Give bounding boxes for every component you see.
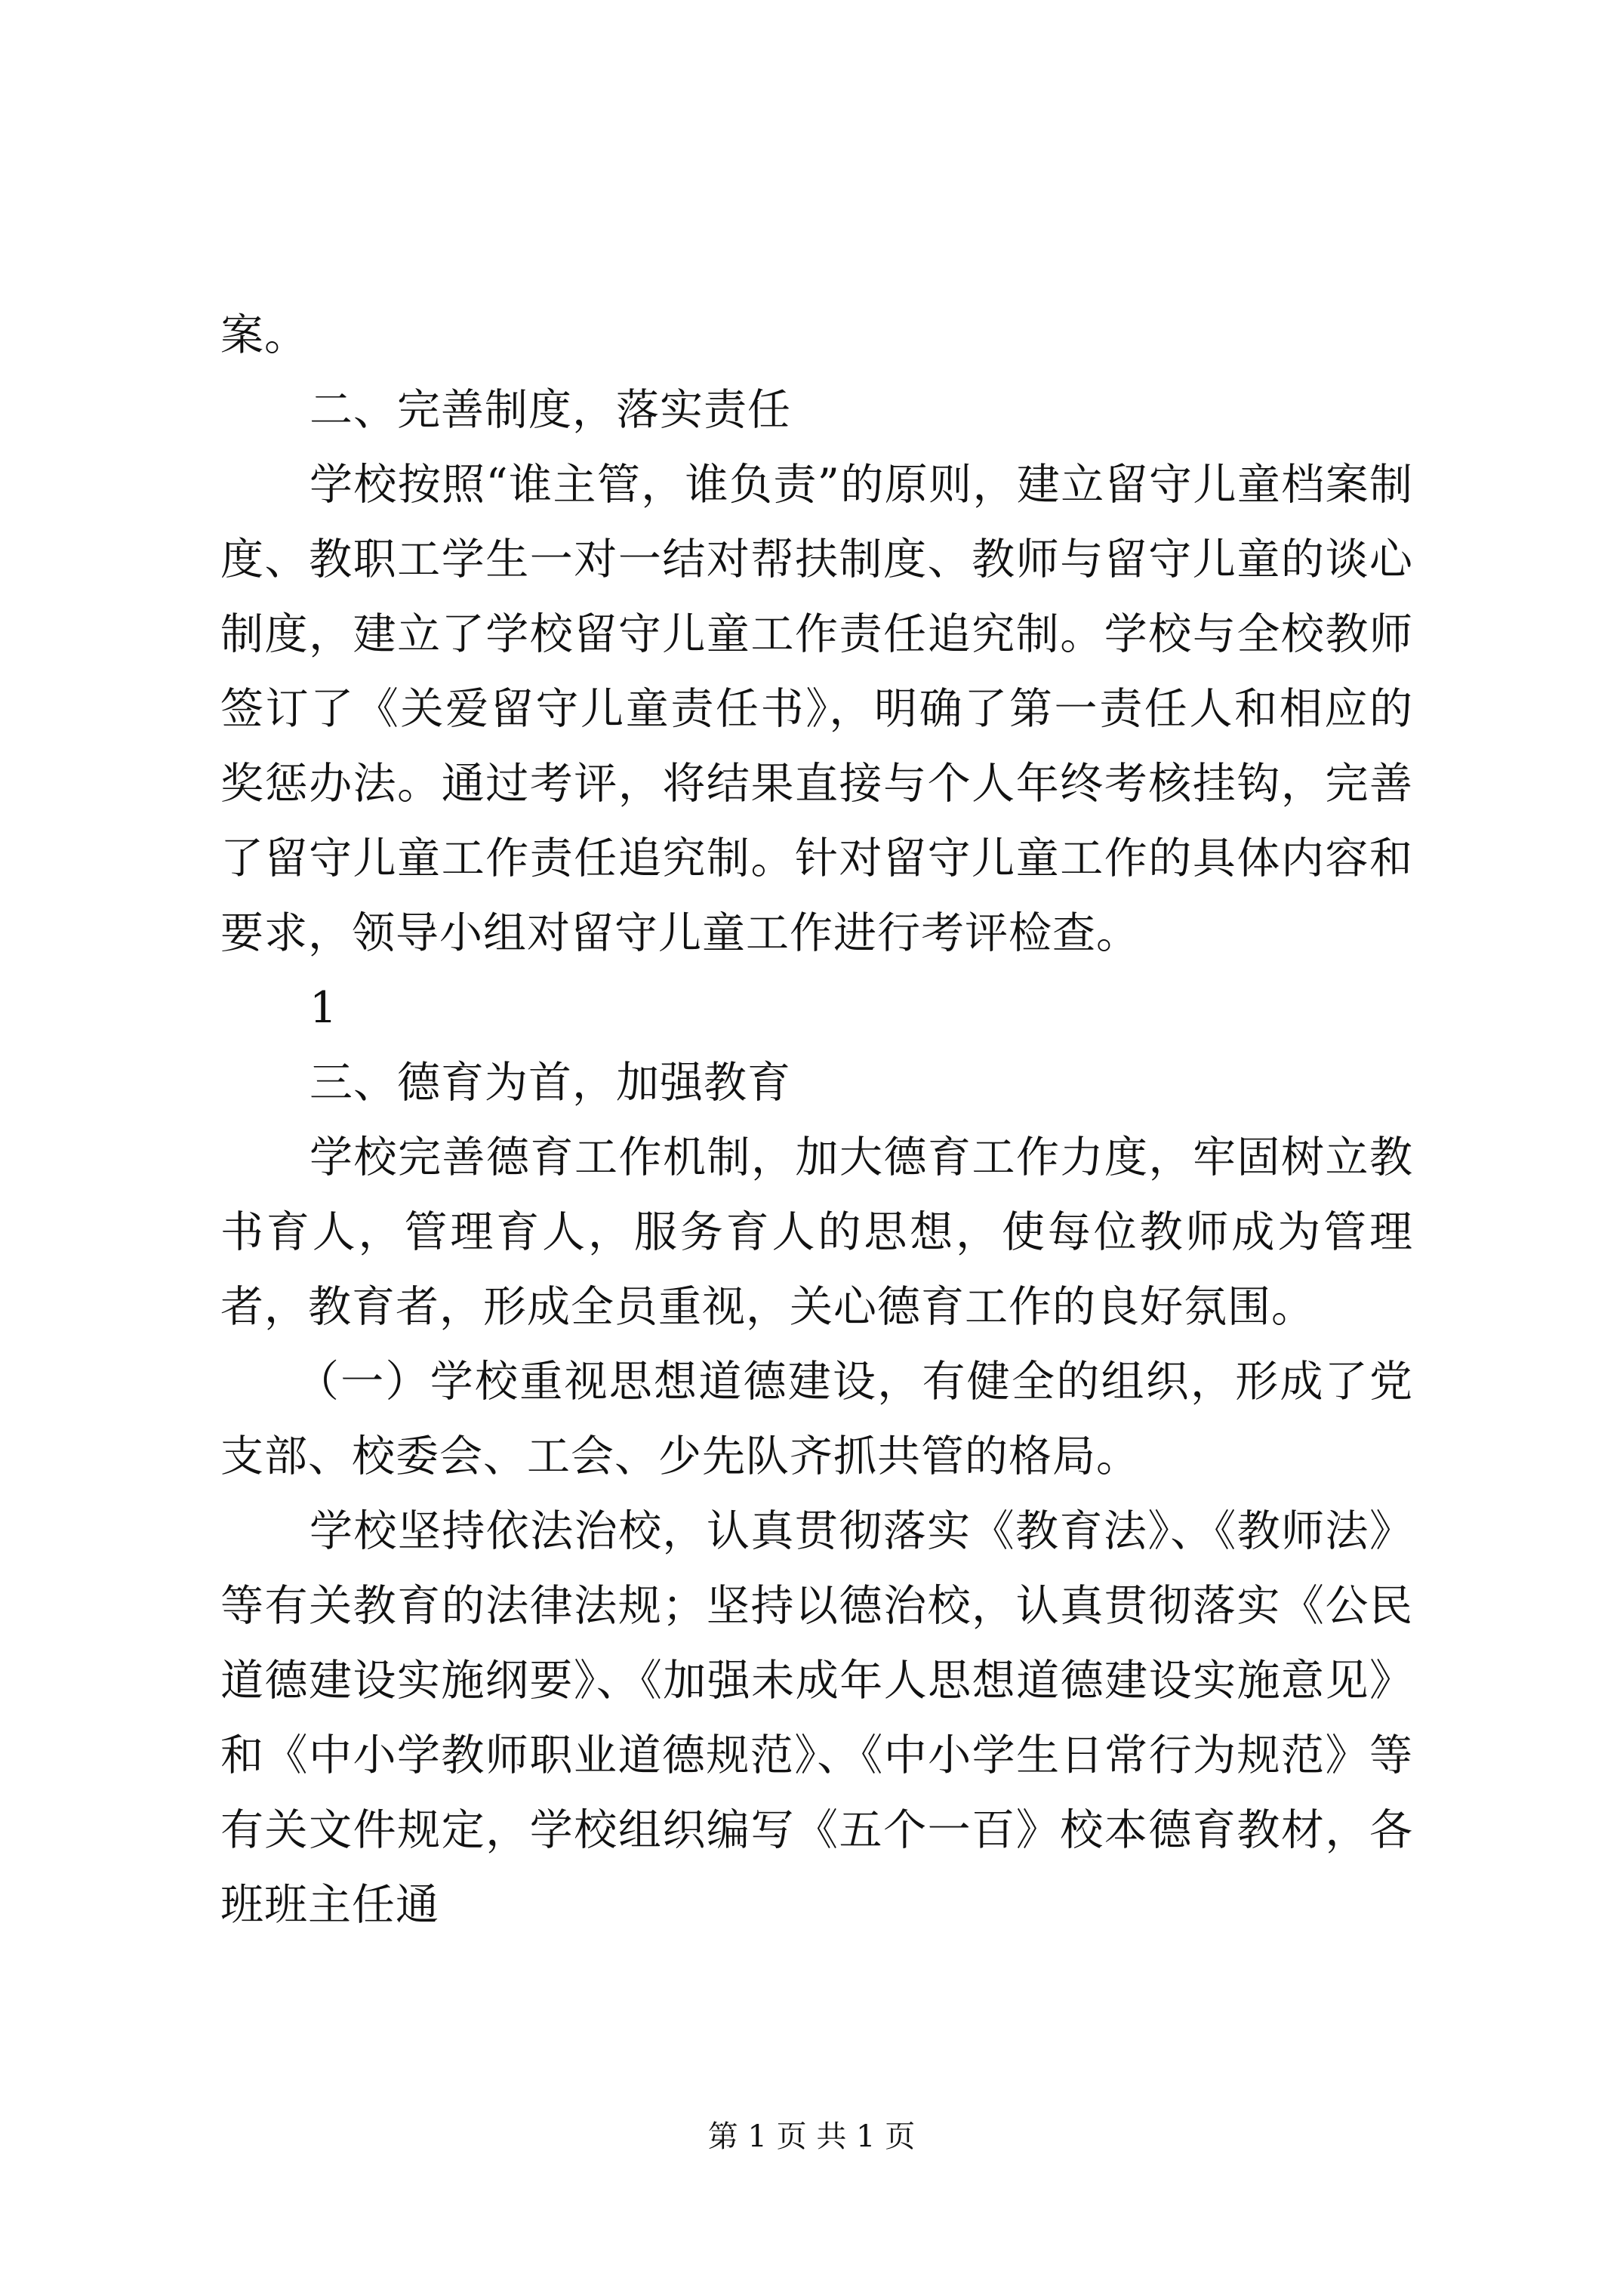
paragraph-moral-education: 学校完善德育工作机制，加大德育工作力度，牢固树立教书育人，管理育人，服务育人的思想，使每位教师成为管理者，教育者，形成全员重视，关心德育工作的良好氛围。 xyxy=(220,1133,1413,1332)
paragraph-responsibility: 学校按照“谁主管，谁负责”的原则，建立留守儿童档案制度、教职工学生一对一结对帮扶制度、教师与留守儿童的谈心制度，建立了学校留守儿童工作责任追究制。学校与全校教师签订了《关爱留守儿童责任书》，明确了第一责任人和相应的奖惩办法。通过考评，将结果直接与个人年终考核挂钩，完善了留守儿童工作责任追究制。针对留守儿童工作的具体内容和要求，领导小组对留守儿童工作进行考评检查。 xyxy=(220,460,1413,958)
page-number-marker: 1 xyxy=(310,983,338,1033)
section-heading-3: 三、德育为首，加强教育 xyxy=(310,1058,791,1108)
document-body xyxy=(220,298,1413,1943)
subsection-1: （一）学校重视思想道德建设，有健全的组织，形成了党支部、校委会、工会、少先队齐抓共管的格局。 xyxy=(220,1357,1413,1481)
section-heading-2: 二、完善制度，落实责任 xyxy=(310,385,791,435)
page-footer: 第 1 页 共 1 页 xyxy=(707,2119,916,2154)
paragraph-continuation: 案。 xyxy=(220,310,308,360)
paragraph-law-governance: 学校坚持依法治校，认真贯彻落实《教育法》、《教师法》等有关教育的法律法规；坚持以德治校，认真贯彻落实《公民道德建设实施纲要》、《加强未成年人思想道德建设实施意见》和《中小学教师职业道德规范》、《中小学生日常行为规范》等有关文件规定，学校组织编写《五个一百》校本德育教材，各班班主任通 xyxy=(220,1506,1413,1930)
